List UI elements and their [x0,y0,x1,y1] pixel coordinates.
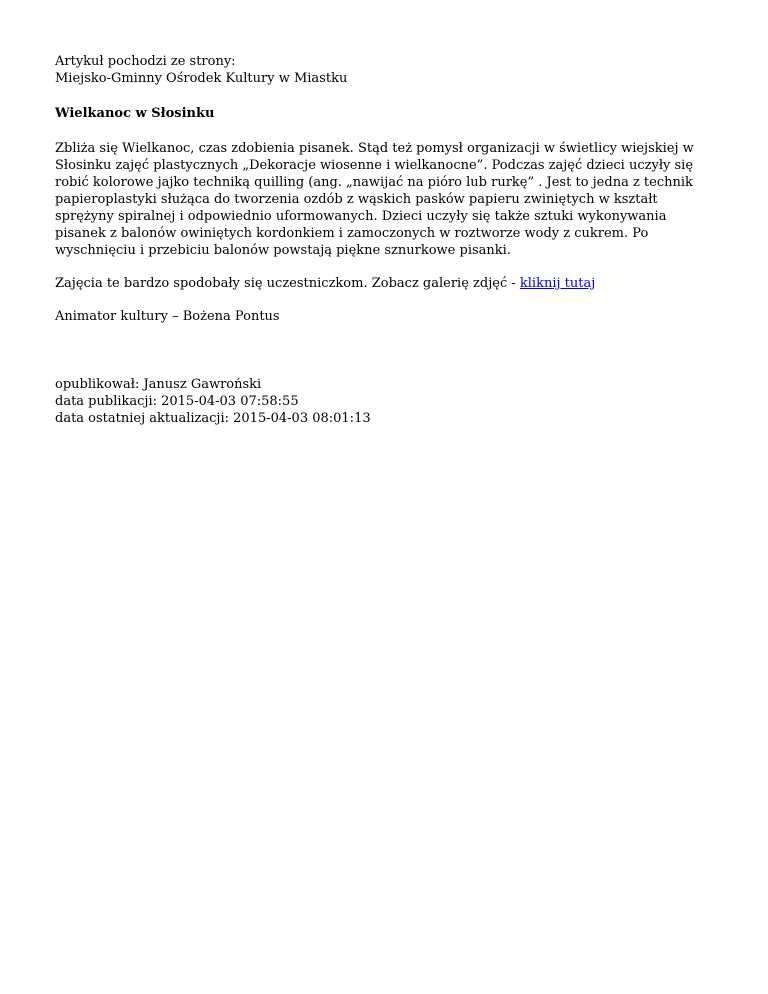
document-page [0,0,768,427]
gallery-link[interactable]: kliknij tutaj [519,276,596,291]
published-date: data publikacji: 2015-04-03 07:58:55 [55,394,299,409]
article-author: Animator kultury – Bożena Pontus [55,309,280,324]
publication-meta [55,376,713,427]
article-paragraph-2 [55,275,713,292]
article-paragraph-1: Zbliża się Wielkanoc, czas zdobienia pisanek. Stąd też pomysł organizacji w świetlicy wiejskiej w Słosinku zajęć plastycznych „Dekoracje wiosenne i wielkanocne”. Podczas zajęć dzieci uczyły się robić kolorowe jajko techniką quilling (ang. „nawijać na pióro lub rurkę” . Jest to jedna z technik papieroplastyki służąca do tworzenia ozdób z wąskich pasków papieru zwiniętych w kształt sprężyny spiralnej i odpowiednio uformowanych. Dzieci uczyły się także sztuki wykonywania pisanek z balonów owiniętych kordonkiem i zamoczonych w roztworze wody z cukrem. Po wyschnięciu i przebiciu balonów powstają piękne sznurkowe pisanki. [55,141,694,258]
article-title: Wielkanoc w Słosinku [55,106,215,121]
source-block [55,53,713,87]
source-site: Miejsko-Gminny Ośrodek Kultury w Miastku [55,71,348,86]
updated-date: data ostatniej aktualizacji: 2015-04-03 08:01:13 [55,411,371,426]
published-by: opublikował: Janusz Gawroński [55,377,262,392]
gallery-invite-text: Zajęcia te bardzo spodobały się uczestniczkom. Zobacz galerię zdjęć - [55,276,520,291]
source-label: Artykuł pochodzi ze strony: [55,54,236,69]
